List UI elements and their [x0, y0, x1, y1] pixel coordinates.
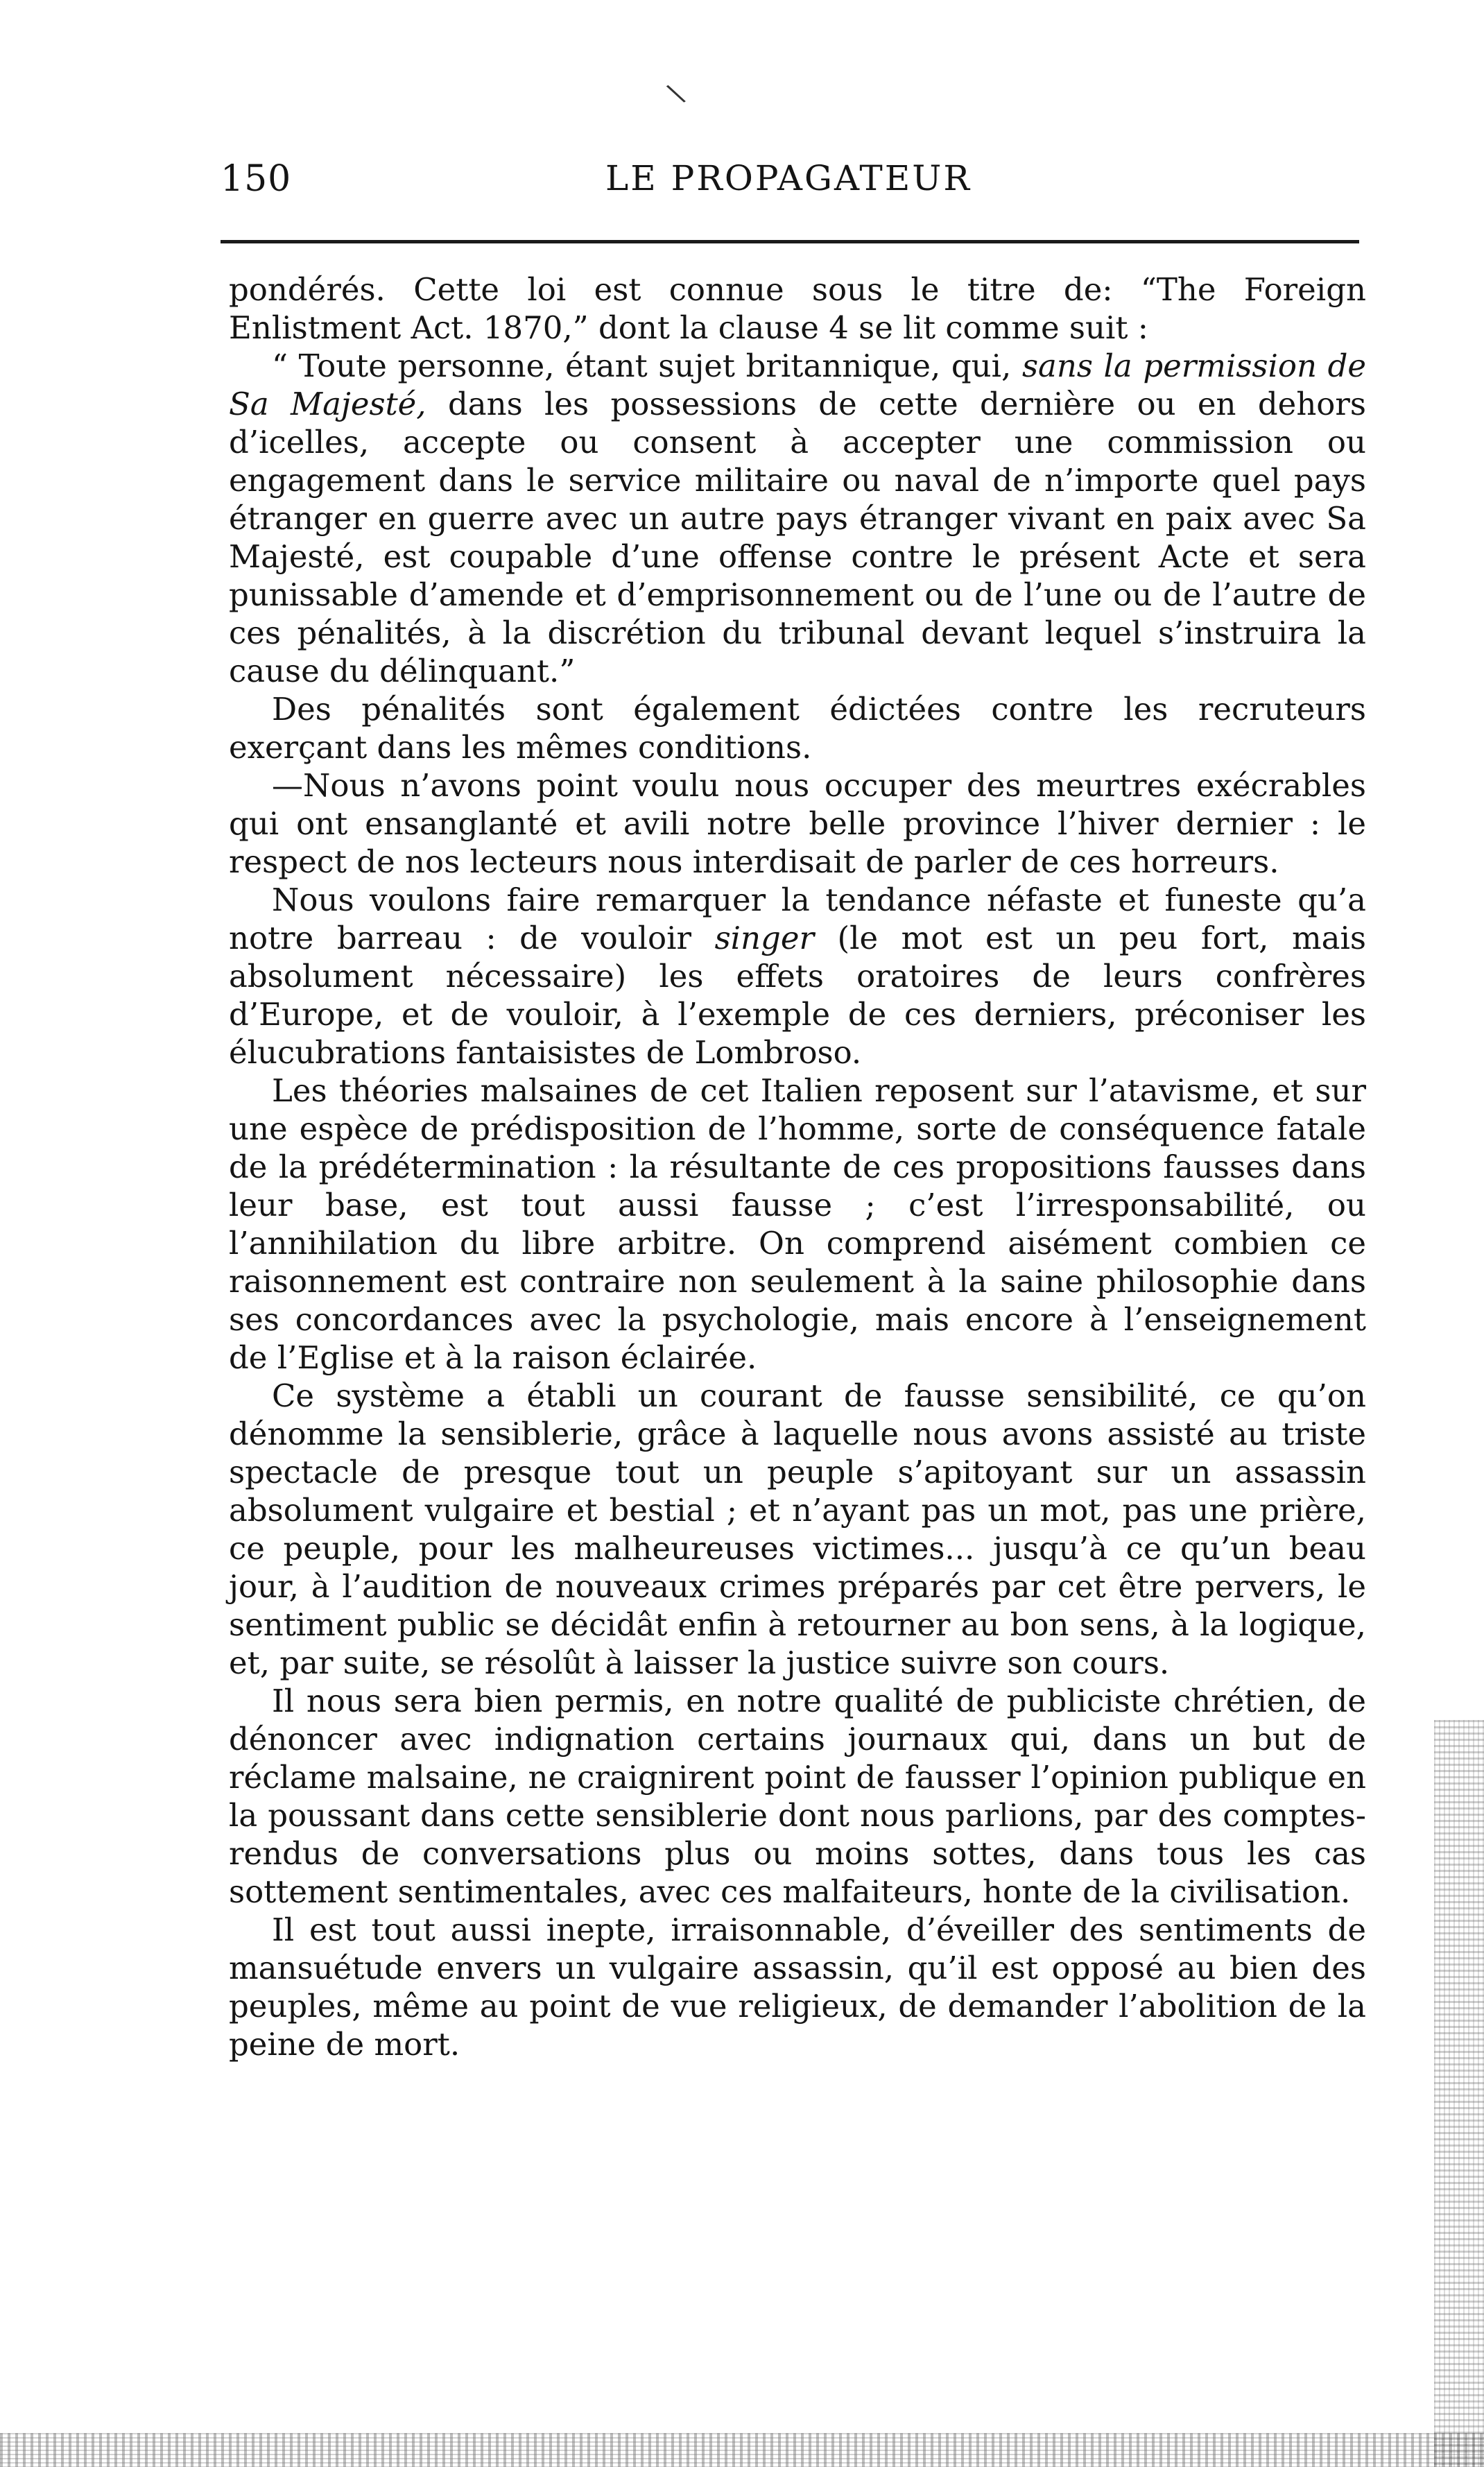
body-text: [229, 270, 1366, 2063]
header-rule: [221, 240, 1359, 243]
quote-italic: sans la permission de Sa Majesté,: [229, 347, 1367, 422]
paragraph-5: [229, 881, 1366, 1072]
paragraph-2-quote: [229, 347, 1366, 690]
page-header: [221, 158, 1356, 214]
quote-start: “ Toute personne, étant sujet britannique, qui,: [272, 347, 1022, 384]
paragraph-9: Il est tout aussi inepte, irraisonnable, d’éveiller des sentiments de mansuétude envers un vulgaire assassin, qu’il est opposé au bien des peuples, même au point de vue religieux, de demander l’abolition de la peine de mort.: [229, 1911, 1366, 2063]
paragraph-8: Il nous sera bien permis, en notre qualité de publiciste chrétien, de dénoncer avec indignation certains journaux qui, dans un but de réclame malsaine, ne craignirent point de fausser l’opinion publique en la poussant dans cette sensiblerie dont nous parlions, par des comptes-rendus de conversations plus ou moins sottes, dans tous les cas sottement sentimentales, avec ces malfaiteurs, honte de la civilisation.: [229, 1683, 1366, 1910]
p5-end: (le mot est un peu fort, mais absolument nécessaire) les effets oratoires de leurs confrères d’Europe, et de vouloir, à l’exemple de ces derniers, préconiser les élucubrations fantaisistes de Lombroso.: [229, 920, 1366, 1071]
paragraph-6: Les théories malsaines de cet Italien reposent sur l’atavisme, et sur une espèce de prédisposition de l’homme, sorte de conséquence fatale de la prédétermination : la résultante de ces propositions fausses dans leur base, est tout aussi fausse ; c’est l’irresponsabilité, ou l’annihilation du libre arbitre. On comprend aisément combien ce raisonnement est contraire non seulement à la saine philosophie dans ses concordances avec la psychologie, mais encore à l’enseignement de l’Eglise et à la raison éclairée.: [229, 1072, 1366, 1376]
running-title: LE PROPAGATEUR: [605, 158, 972, 198]
paragraph-1: pondérés. Cette loi est connue sous le titre de: “The Foreign Enlistment Act. 1870,” dont la clause 4 se lit comme suit :: [229, 271, 1366, 346]
paragraph-3: Des pénalités sont également édictées contre les recruteurs exerçant dans les mêmes conditions.: [229, 691, 1366, 766]
p5-italic: singer: [714, 920, 814, 956]
paragraph-7: Ce système a établi un courant de fausse sensibilité, ce qu’on dénomme la sensiblerie, grâce à laquelle nous avons assisté au triste spectacle de presque tout un peuple s’apitoyant sur un assassin absolument vulgaire et bestial ; et n’ayant pas un mot, pas une prière, ce peuple, pour les malheureuses victimes... jusqu’à ce qu’un beau jour, à l’audition de nouveaux crimes préparés par cet être pervers, le sentiment public se décidât enfin à retourner au bon sens, à la logique, et, par suite, se résolût à laisser la justice suivre son cours.: [229, 1377, 1366, 1681]
quote-end: dans les possessions de cette dernière ou en dehors d’icelles, accepte ou consent à accepter une commission ou engagement dans le service militaire ou naval de n’importe quel pays étranger en guerre avec un autre pays étranger vivant en paix avec Sa Majesté, est coupable d’une offense contre le présent Acte et sera punissable d’amende et d’emprisonnement ou de l’une ou de l’autre de ces pénalités, à la discrétion du tribunal devant lequel s’instruira la cause du délinquant.”: [229, 386, 1366, 689]
scan-edge-noise-right: [1434, 1720, 1484, 2467]
paragraph-4: —Nous n’avons point voulu nous occuper des meurtres exécrables qui ont ensanglanté et avili notre belle province l’hiver dernier : le respect de nos lecteurs nous interdisait de parler de ces horreurs.: [229, 767, 1366, 880]
ink-speck: \: [664, 77, 689, 110]
p5-start: Nous voulons faire remarquer la tendance néfaste et funeste qu’a notre barreau : de vouloir: [229, 882, 1366, 956]
page-number: 150: [221, 158, 292, 200]
scan-edge-noise-bottom: [0, 2433, 1484, 2467]
